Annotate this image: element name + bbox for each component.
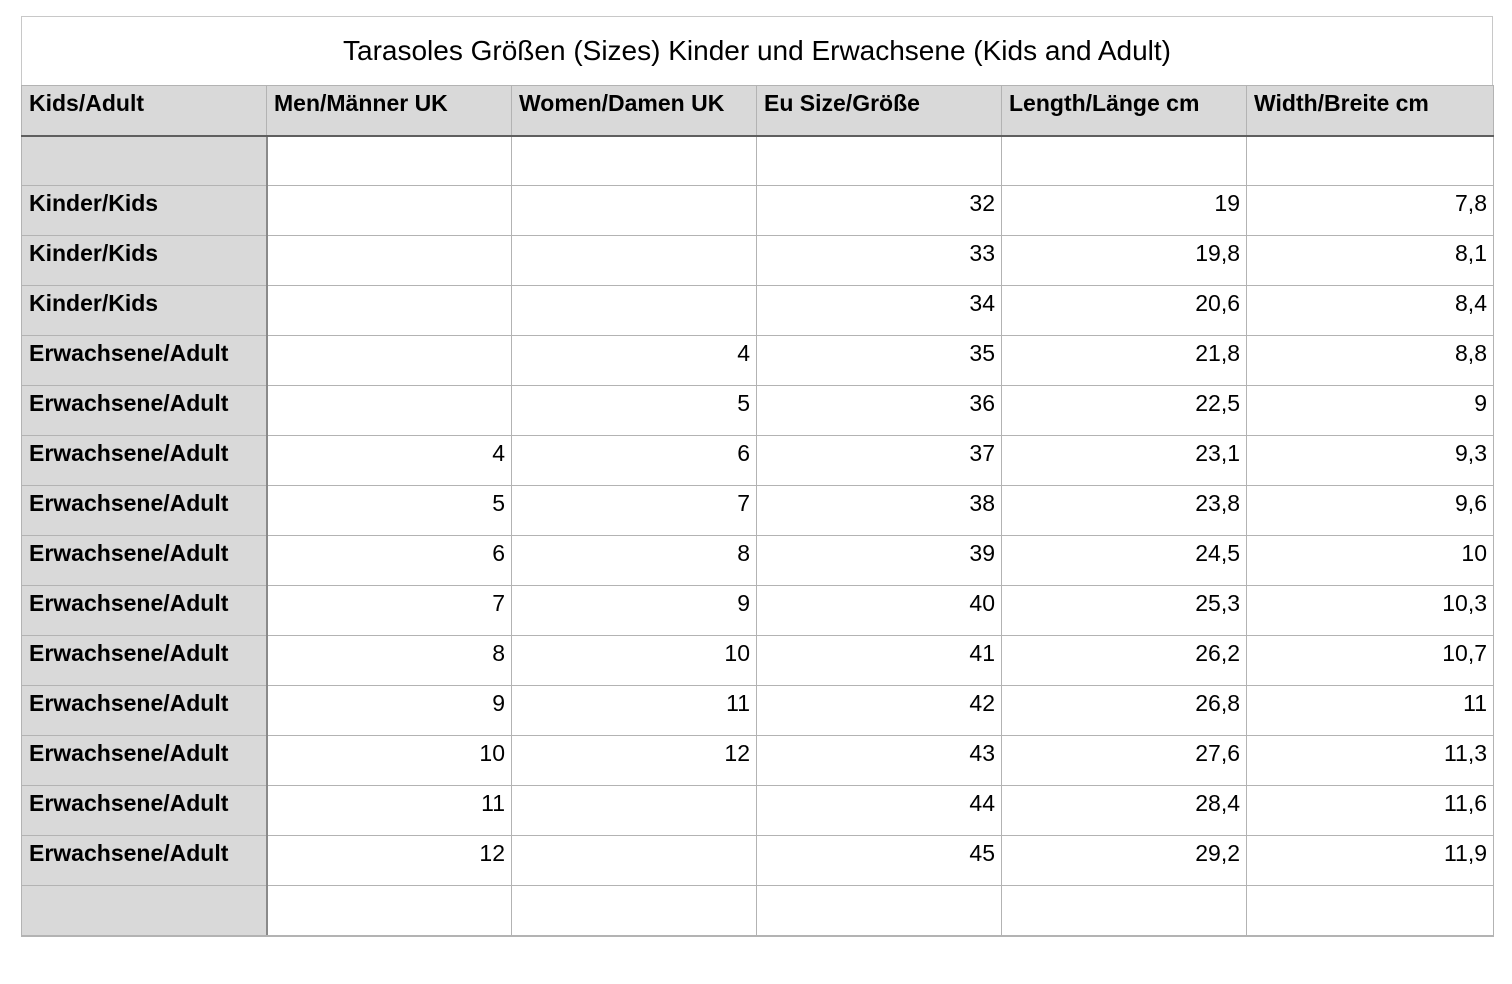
cell-eu-size[interactable]: 38: [757, 486, 1002, 536]
cell-eu-size[interactable]: 32: [757, 186, 1002, 236]
cell-men-uk[interactable]: [267, 186, 512, 236]
cell-width-cm[interactable]: 11,9: [1247, 836, 1494, 886]
size-table: [21, 85, 1494, 937]
cell-width-cm[interactable]: 10: [1247, 536, 1494, 586]
cell-category[interactable]: Kinder/Kids: [22, 286, 267, 336]
cell-men-uk[interactable]: [267, 286, 512, 336]
table-row: [22, 886, 1494, 936]
cell-eu-size[interactable]: 40: [757, 586, 1002, 636]
cell-men-uk[interactable]: 9: [267, 686, 512, 736]
table-row: [22, 686, 1494, 736]
cell-category[interactable]: Kinder/Kids: [22, 186, 267, 236]
header-men-uk[interactable]: Men/Männer UK: [267, 86, 512, 136]
table-row: [22, 536, 1494, 586]
cell-width-cm[interactable]: 10,7: [1247, 636, 1494, 686]
cell-category[interactable]: Erwachsene/Adult: [22, 386, 267, 436]
cell-length-cm[interactable]: 29,2: [1002, 836, 1247, 886]
size-chart-sheet: [21, 16, 1493, 937]
table-row: [22, 436, 1494, 486]
cell-eu-size[interactable]: 36: [757, 386, 1002, 436]
cell-width-cm[interactable]: 8,4: [1247, 286, 1494, 336]
table-row: [22, 186, 1494, 236]
cell-length-cm[interactable]: [1002, 136, 1247, 186]
cell-men-uk[interactable]: [267, 236, 512, 286]
cell-category[interactable]: Erwachsene/Adult: [22, 436, 267, 486]
header-eu-size[interactable]: Eu Size/Größe: [757, 86, 1002, 136]
cell-women-uk[interactable]: 7: [512, 486, 757, 536]
cell-category[interactable]: Erwachsene/Adult: [22, 786, 267, 836]
cell-men-uk[interactable]: 12: [267, 836, 512, 886]
cell-eu-size[interactable]: 43: [757, 736, 1002, 786]
cell-women-uk[interactable]: 11: [512, 686, 757, 736]
cell-women-uk[interactable]: 4: [512, 336, 757, 386]
cell-men-uk[interactable]: 11: [267, 786, 512, 836]
cell-men-uk[interactable]: [267, 886, 512, 936]
table-row: [22, 486, 1494, 536]
cell-length-cm[interactable]: 24,5: [1002, 536, 1247, 586]
cell-eu-size[interactable]: 34: [757, 286, 1002, 336]
cell-women-uk[interactable]: 10: [512, 636, 757, 686]
cell-category[interactable]: Erwachsene/Adult: [22, 686, 267, 736]
header-width-cm[interactable]: Width/Breite cm: [1247, 86, 1494, 136]
cell-width-cm[interactable]: 9: [1247, 386, 1494, 436]
cell-men-uk[interactable]: 4: [267, 436, 512, 486]
cell-men-uk[interactable]: [267, 136, 512, 186]
header-row: [22, 86, 1494, 136]
cell-width-cm[interactable]: 9,6: [1247, 486, 1494, 536]
cell-width-cm[interactable]: 11,6: [1247, 786, 1494, 836]
cell-women-uk[interactable]: [512, 136, 757, 186]
cell-category[interactable]: Erwachsene/Adult: [22, 486, 267, 536]
cell-width-cm[interactable]: 8,8: [1247, 336, 1494, 386]
cell-category[interactable]: [22, 136, 267, 186]
cell-length-cm[interactable]: 19: [1002, 186, 1247, 236]
table-header: [22, 86, 1494, 136]
cell-length-cm[interactable]: 26,2: [1002, 636, 1247, 686]
cell-eu-size[interactable]: 42: [757, 686, 1002, 736]
table-row: [22, 236, 1494, 286]
cell-category[interactable]: Erwachsene/Adult: [22, 736, 267, 786]
cell-men-uk[interactable]: 10: [267, 736, 512, 786]
table-row: [22, 286, 1494, 336]
table-row: [22, 386, 1494, 436]
table-row: [22, 336, 1494, 386]
cell-eu-size[interactable]: 35: [757, 336, 1002, 386]
cell-width-cm[interactable]: 9,3: [1247, 436, 1494, 486]
header-kids-adult[interactable]: Kids/Adult: [22, 86, 267, 136]
cell-length-cm[interactable]: 26,8: [1002, 686, 1247, 736]
cell-men-uk[interactable]: [267, 336, 512, 386]
cell-eu-size[interactable]: 33: [757, 236, 1002, 286]
table-row: [22, 736, 1494, 786]
cell-length-cm[interactable]: 28,4: [1002, 786, 1247, 836]
cell-women-uk[interactable]: [512, 836, 757, 886]
table-title[interactable]: Tarasoles Größen (Sizes) Kinder und Erwachsene (Kids and Adult): [21, 16, 1493, 85]
cell-length-cm[interactable]: 23,8: [1002, 486, 1247, 536]
cell-eu-size[interactable]: [757, 136, 1002, 186]
cell-length-cm[interactable]: 22,5: [1002, 386, 1247, 436]
cell-women-uk[interactable]: [512, 286, 757, 336]
cell-width-cm[interactable]: [1247, 136, 1494, 186]
cell-length-cm[interactable]: 23,1: [1002, 436, 1247, 486]
cell-length-cm[interactable]: 25,3: [1002, 586, 1247, 636]
table-row: [22, 836, 1494, 886]
cell-length-cm[interactable]: 27,6: [1002, 736, 1247, 786]
cell-category[interactable]: Erwachsene/Adult: [22, 586, 267, 636]
cell-length-cm[interactable]: 21,8: [1002, 336, 1247, 386]
cell-length-cm[interactable]: [1002, 886, 1247, 936]
cell-width-cm[interactable]: 8,1: [1247, 236, 1494, 286]
cell-women-uk[interactable]: 6: [512, 436, 757, 486]
cell-women-uk[interactable]: 5: [512, 386, 757, 436]
cell-width-cm[interactable]: 11: [1247, 686, 1494, 736]
cell-men-uk[interactable]: 5: [267, 486, 512, 536]
header-length-cm[interactable]: Length/Länge cm: [1002, 86, 1247, 136]
cell-eu-size[interactable]: 44: [757, 786, 1002, 836]
cell-eu-size[interactable]: [757, 886, 1002, 936]
cell-width-cm[interactable]: [1247, 886, 1494, 936]
cell-category[interactable]: [22, 886, 267, 936]
cell-men-uk[interactable]: [267, 386, 512, 436]
cell-women-uk[interactable]: 8: [512, 536, 757, 586]
cell-category[interactable]: Erwachsene/Adult: [22, 836, 267, 886]
cell-category[interactable]: Erwachsene/Adult: [22, 536, 267, 586]
cell-women-uk[interactable]: 12: [512, 736, 757, 786]
cell-women-uk[interactable]: [512, 786, 757, 836]
cell-width-cm[interactable]: 11,3: [1247, 736, 1494, 786]
table-row: [22, 136, 1494, 186]
cell-eu-size[interactable]: 37: [757, 436, 1002, 486]
cell-category[interactable]: Erwachsene/Adult: [22, 636, 267, 686]
table-row: [22, 786, 1494, 836]
cell-width-cm[interactable]: 7,8: [1247, 186, 1494, 236]
cell-eu-size[interactable]: 45: [757, 836, 1002, 886]
cell-women-uk[interactable]: [512, 236, 757, 286]
cell-length-cm[interactable]: 20,6: [1002, 286, 1247, 336]
table-row: [22, 636, 1494, 686]
header-women-uk[interactable]: Women/Damen UK: [512, 86, 757, 136]
cell-category[interactable]: Erwachsene/Adult: [22, 336, 267, 386]
cell-category[interactable]: Kinder/Kids: [22, 236, 267, 286]
cell-women-uk[interactable]: [512, 886, 757, 936]
cell-women-uk[interactable]: 9: [512, 586, 757, 636]
cell-women-uk[interactable]: [512, 186, 757, 236]
cell-width-cm[interactable]: 10,3: [1247, 586, 1494, 636]
cell-length-cm[interactable]: 19,8: [1002, 236, 1247, 286]
cell-eu-size[interactable]: 39: [757, 536, 1002, 586]
cell-men-uk[interactable]: 7: [267, 586, 512, 636]
cell-eu-size[interactable]: 41: [757, 636, 1002, 686]
table-row: [22, 586, 1494, 636]
cell-men-uk[interactable]: 8: [267, 636, 512, 686]
cell-men-uk[interactable]: 6: [267, 536, 512, 586]
table-body: [22, 136, 1494, 936]
